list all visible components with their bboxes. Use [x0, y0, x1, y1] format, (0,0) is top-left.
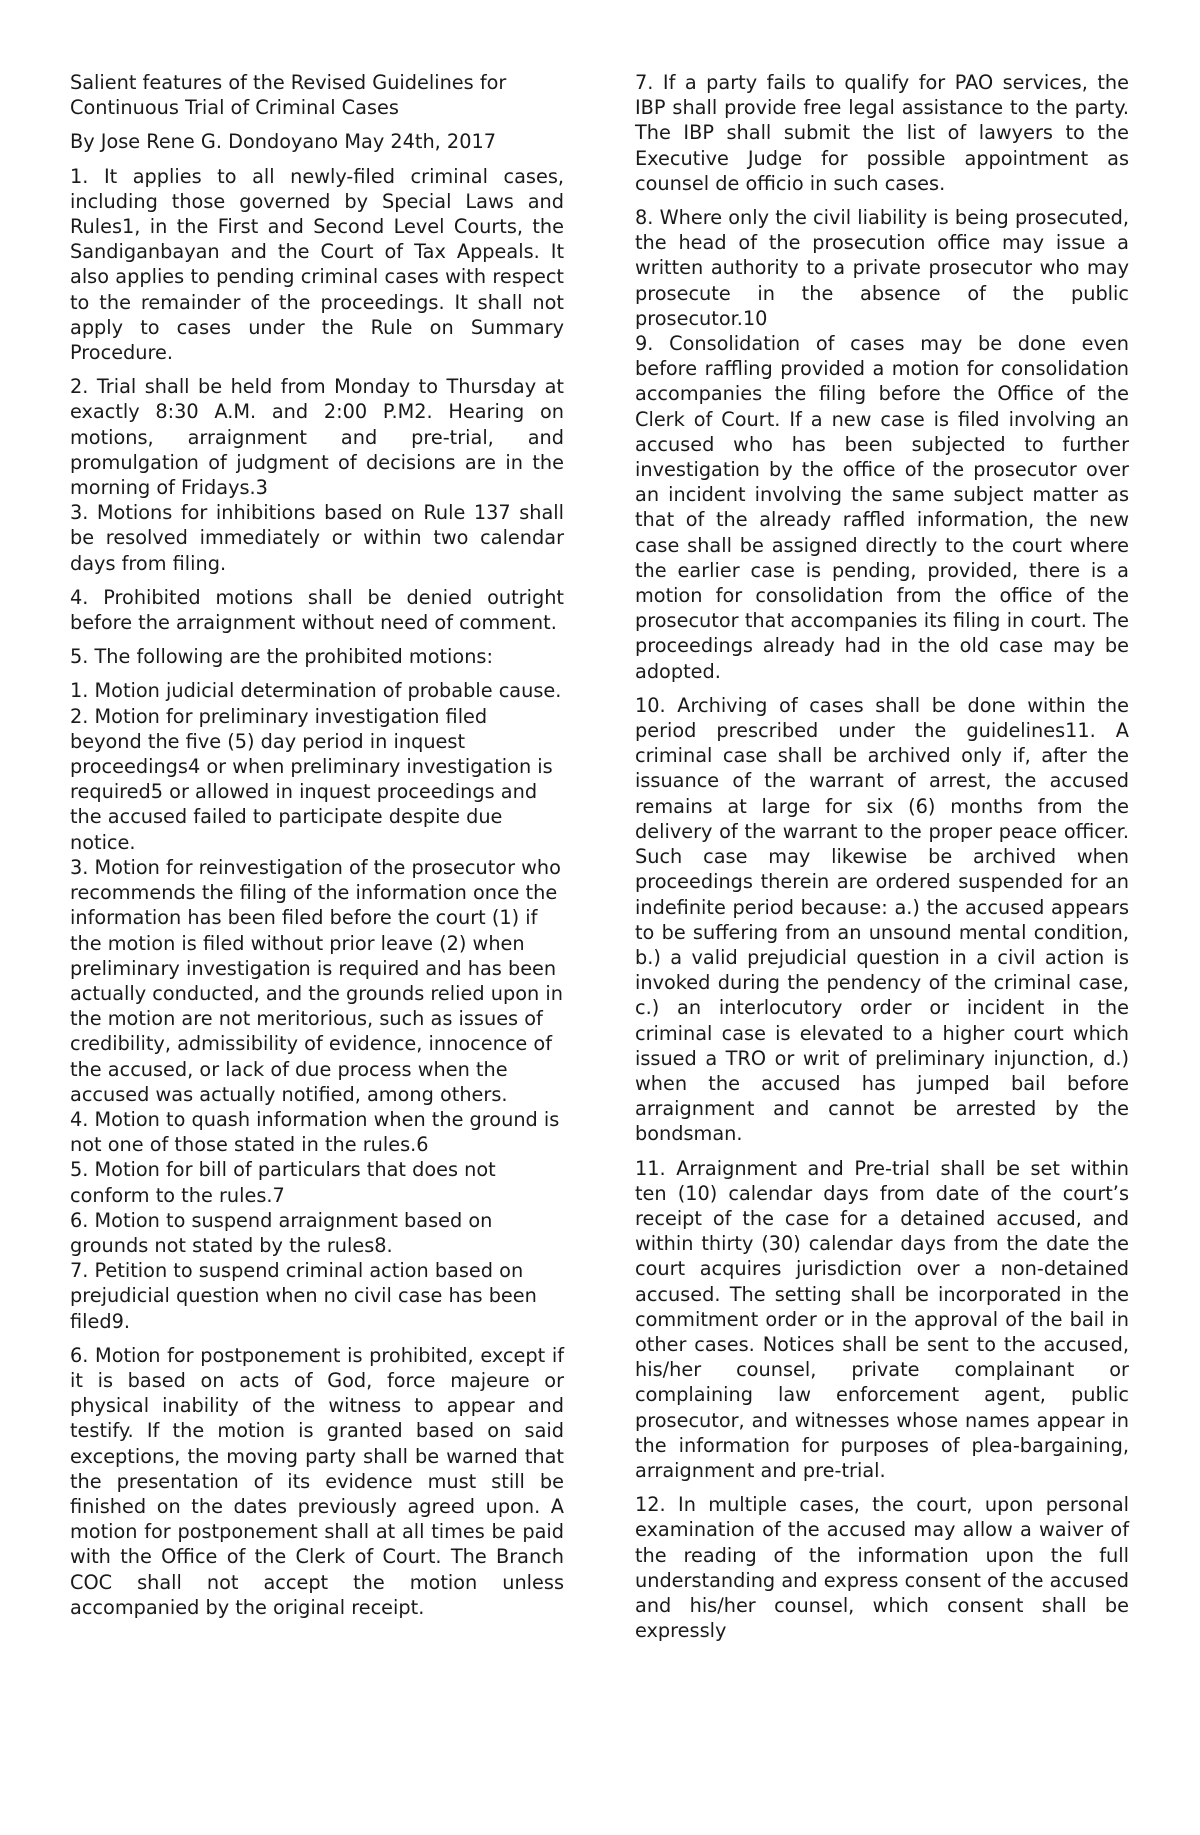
paragraph-1: 1. It applies to all newly-filed criminal cases, including those governed by Special Laws and Rules1, in the First and Second Level Courts, the Sandiganbayan and the Court of Tax Appeals. It also applies to pending criminal cases with respect to the remainder of the proceedings. It shall not apply to cases under the Rule on Summary Procedure. [70, 164, 564, 365]
list-item: 2. Motion for preliminary investigation filed beyond the five (5) day period in inquest proceedings4 or when preliminary investigation is required5 or allowed in inquest proceedings and the accused failed to participate despite due notice. [70, 704, 553, 854]
paragraph-11: 11. Arraignment and Pre-trial shall be set within ten (10) calendar days from date of the court’s receipt of the case for a detained accused, and within thirty (30) calendar days from the date the court acquires jurisdiction over a non-detained accused. The setting shall be incorporated in the commitment order or in the approval of the bail in other cases. Notices shall be sent to the accused, his/her counsel, private complainant or complaining law enforcement agent, public prosecutor, and witnesses whose names appear in the information for purposes of plea-bargaining, arraignment and pre-trial. [635, 1156, 1129, 1482]
list-item: 3. Motion for reinvestigation of the prosecutor who recommends the filing of the information once the information has been filed before the court (1) if the motion is filed without prior leave (2) when preliminary investigation is required and has been actually conducted, and the grounds relied upon in the motion are not meritorious, such as issues of credibility, admissibility of evidence, innocence of the accused, or lack of due process when the accused was actually notified, among others. [70, 855, 563, 1106]
paragraph-6: 6. Motion for postponement is prohibited, except if it is based on acts of God, force majeure or physical inability of the witness to appear and testify. If the motion is granted based on said exceptions, the moving party shall be warned that the presentation of its evidence must still be finished on the dates previously agreed upon. A motion for postponement shall at all times be paid with the Office of the Clerk of Court. The Branch COC shall not accept the motion unless accompanied by the original receipt. [70, 1343, 564, 1619]
paragraph-12: 12. In multiple cases, the court, upon personal examination of the accused may allow a waiver of the reading of the information upon the full understanding and express consent of the accused and his/her counsel, which consent shall be expressly [635, 1493, 1129, 1643]
list-item: 5. Motion for bill of particulars that does not conform to the rules.7 [70, 1158, 496, 1207]
paragraph-4: 4. Prohibited motions shall be denied outright before the arraignment without need of comment. [70, 585, 564, 635]
list-item: 4. Motion to quash information when the ground is not one of those stated in the rules.6 [70, 1107, 560, 1157]
paragraph-9: 9. Consolidation of cases may be done even before raffling provided a motion for consolidation accompanies the filing before the Office of the Clerk of Court. If a new case is filed involving an accused who has been subjected to further investigation by the office of the prosecutor over an incident involving the same subject matter as that of the already raffled information, the new case shall be assigned directly to the court where the earlier case is pending, provided, there is a motion for consolidation from the office of the prosecutor that accompanies its filing in court. The proceedings already had in the old case may be adopted. [635, 332, 1129, 683]
document-byline: By Jose Rene G. Dondoyano May 24th, 2017 [70, 130, 496, 154]
left-column [70, 70, 564, 1629]
paragraph-8: 8. Where only the civil liability is being prosecuted, the head of the prosecution office may issue a written authority to a private prosecutor who may prosecute in the absence of the public prosecutor.10 [635, 206, 1129, 330]
document-title: Salient features of the Revised Guidelines for Continuous Trial of Criminal Cases [70, 71, 507, 120]
paragraph-3: 3. Motions for inhibitions based on Rule 137 shall be resolved immediately or within two calendar days from filing. [70, 501, 564, 575]
list-item: 6. Motion to suspend arraignment based on grounds not stated by the rules8. [70, 1208, 493, 1257]
paragraph-7: 7. If a party fails to qualify for PAO services, the IBP shall provide free legal assistance to the party. The IBP shall submit the list of lawyers to the Executive Judge for possible appointment as counsel de officio in such cases. [635, 71, 1129, 195]
prohibited-motions-list [70, 678, 564, 1333]
right-column [635, 70, 1129, 1643]
list-item: 1. Motion judicial determination of probable cause. [70, 679, 562, 703]
paragraph-5: 5. The following are the prohibited motions: [70, 645, 493, 669]
paragraph-2: 2. Trial shall be held from Monday to Thursday at exactly 8:30 A.M. and 2:00 P.M2. Hearing on motions, arraignment and pre-trial, and promulgation of judgment of decisions are in the morning of Fridays.3 [70, 375, 564, 500]
list-item: 7. Petition to suspend criminal action based on prejudicial question when no civil case has been filed9. [70, 1259, 537, 1333]
paragraph-10: 10. Archiving of cases shall be done within the period prescribed under the guidelines11. A criminal case shall be archived only if, after the issuance of the warrant of arrest, the accused remains at large for six (6) months from the delivery of the warrant to the proper peace officer. Such case may likewise be archived when proceedings therein are ordered suspended for an indefinite period because: a.) the accused appears to be suffering from an unsound mental condition, b.) a valid prejudicial question in a civil action is invoked during the pendency of the criminal case, c.) an interlocutory order or incident in the criminal case is elevated to a higher court which issued a TRO or writ of preliminary injunction, d.) when the accused has jumped bail before arraignment and cannot be arrested by the bondsman. [635, 693, 1129, 1146]
